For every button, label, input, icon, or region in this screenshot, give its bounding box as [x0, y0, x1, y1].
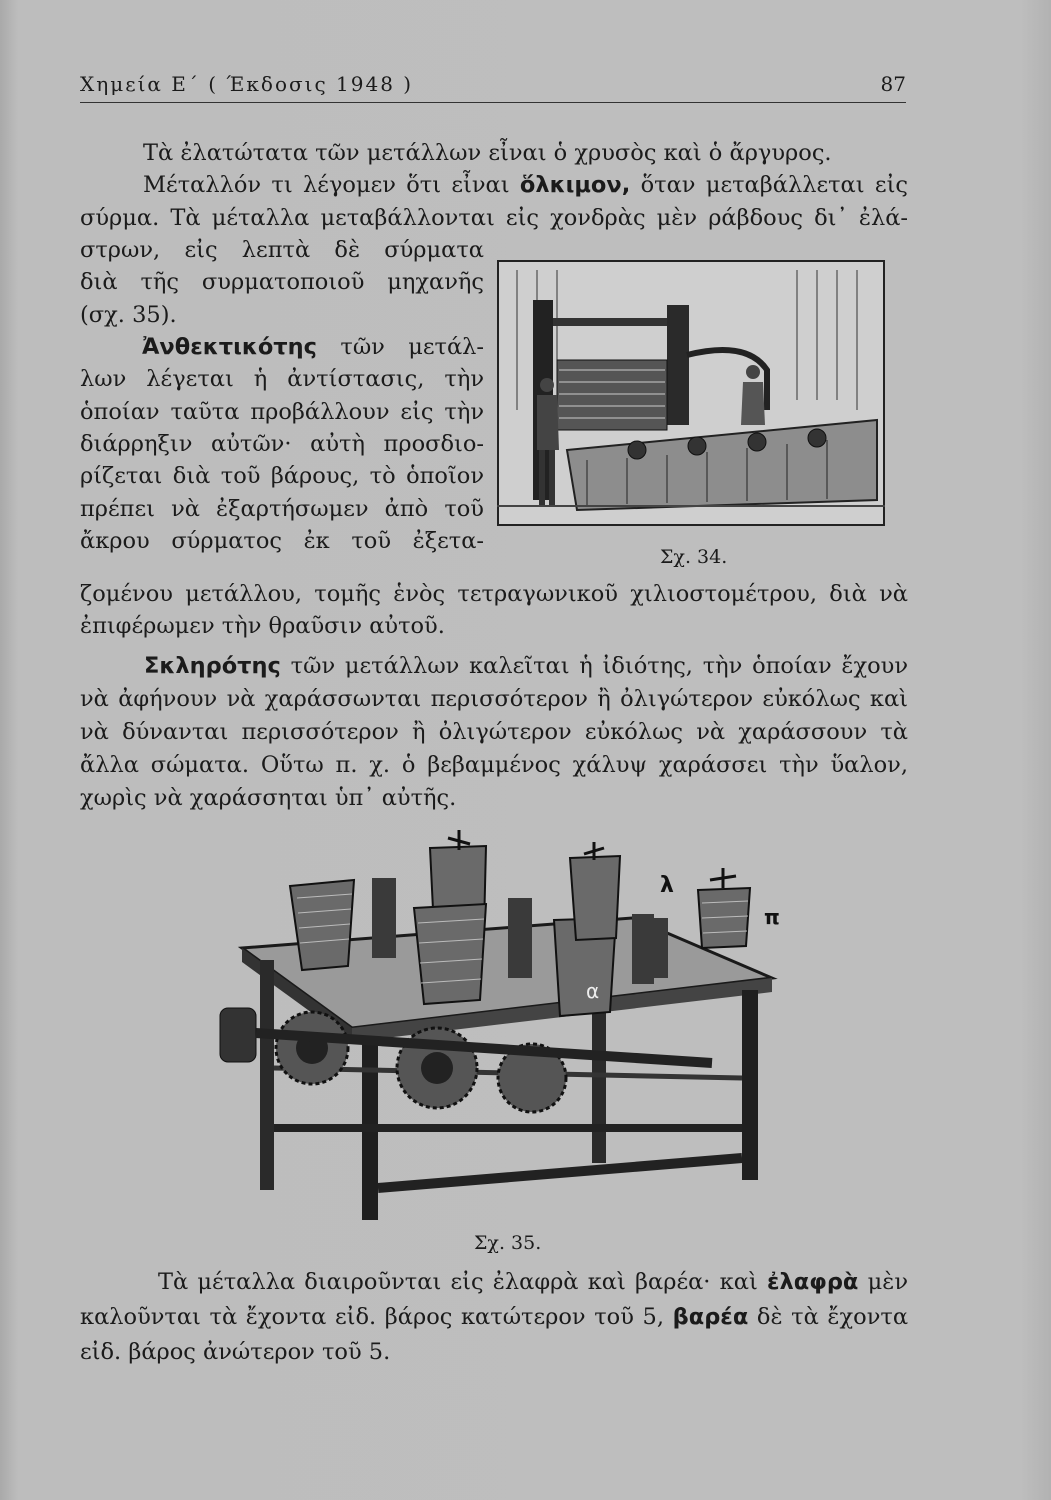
term-ductile: ὅλκιμον, [519, 172, 631, 198]
page-number: 87 [880, 72, 906, 96]
paragraph-ductile-line4: διὰ τῆς συρματοποιοῦ μηχανῆς [80, 269, 484, 295]
paragraph-ductile-line3: στρων, εἰς λεπτὰ δὲ σύρματα [80, 237, 484, 263]
label-lambda: λ [660, 873, 674, 898]
label-alpha: α [586, 979, 600, 1003]
paragraph-malleable: Τὰ ἐλατώτατα τῶν μετάλλων εἶναι ὁ χρυσὸς καὶ ὁ ἄργυρος. [143, 140, 832, 166]
figure-35-caption: Σχ. 35. [474, 1232, 542, 1254]
paragraph-tensile-line9: ἐπιφέρωμεν τὴν θραῦσιν αὐτοῦ. [80, 613, 445, 639]
term-tensile-strength: Ἀνθεκτικότης [142, 334, 317, 360]
term-hardness: Σκληρότης [144, 653, 281, 679]
paragraph-tensile-line5: ρίζεται διὰ τοῦ βάρους, τὸ ὁποῖον [80, 463, 484, 489]
paragraph-ductile-line1: Μέταλλόν τι λέγομεν ὅτι εἶναι ὅλκιμον, ὅταν μεταβάλλεται εἰς [143, 172, 908, 198]
paragraph-tensile-line8: ζομένου μετάλλου, τομῆς ἑνὸς τετραγωνικοῦ χιλιοστομέτρου, διὰ νὰ [80, 581, 908, 607]
paragraph-hardness-line3: νὰ δύνανται περισσότερον ἢ ὀλιγώτερον εὐκόλως νὰ χαράσσουν τὰ [80, 719, 908, 745]
paragraph-light-heavy-line3: εἰδ. βάρος ἀνώτερον τοῦ 5. [80, 1339, 391, 1365]
term-heavy: βαρέα [672, 1304, 749, 1330]
paragraph-tensile-line3: ὁποίαν ταῦτα προβάλλουν εἰς τὴν [80, 399, 484, 425]
figure-35-drawing-bench [212, 828, 798, 1234]
term-light: ἐλαφρὰ [767, 1269, 859, 1295]
paragraph-tensile-line1: Ἀνθεκτικότης τῶν μετάλ- [80, 331, 484, 363]
header-title: Χημεία Ε΄ ( Έκδοσις 1948 ) [80, 72, 414, 96]
paragraph-tensile-line4: διάρρηξιν αὐτῶν· αὐτὴ προσδιο- [80, 431, 484, 457]
paragraph-light-heavy-line2: καλοῦνται τὰ ἔχοντα εἰδ. βάρος κατώτερον τοῦ 5, βαρέα δὲ τὰ ἔχοντα [80, 1304, 909, 1330]
paragraph-ductile-line2: σύρμα. Τὰ μέταλλα μεταβάλλονται εἰς χονδρὰς μὲν ράβδους δι᾽ ἐλά- [80, 205, 908, 231]
paragraph-hardness-line5: χωρὶς νὰ χαράσσηται ὑπ᾽ αὐτῆς. [80, 785, 457, 811]
figure-34-caption: Σχ. 34. [660, 546, 728, 568]
running-header [80, 72, 906, 103]
figure-34-wire-drawing-machine [497, 260, 885, 528]
label-pi: π [764, 905, 780, 929]
paragraph-ductile-line5: (σχ. 35). [80, 302, 177, 328]
paragraph-light-heavy-line1: Τὰ μέταλλα διαιροῦνται εἰς ἐλαφρὰ καὶ βαρέα· καὶ ἐλαφρὰ μὲν [158, 1269, 908, 1295]
paragraph-hardness-line4: ἄλλα σώματα. Οὕτω π. χ. ὁ βεβαμμένος χάλυψ χαράσσει τὴν ὕαλον, [80, 752, 908, 778]
paragraph-hardness-line1: Σκληρότης τῶν μετάλλων καλεῖται ἡ ἰδιότης, τὴν ὁποίαν ἔχουν [80, 650, 908, 682]
paragraph-tensile-line2: λων λέγεται ἡ ἀντίστασις, τὴν [80, 366, 484, 392]
paragraph-hardness-line2: νὰ ἀφήνουν νὰ χαράσσωνται περισσότερον ἢ ὀλιγώτερον εὐκόλως καὶ [80, 686, 908, 712]
paragraph-tensile-line7: ἄκρου σύρματος ἐκ τοῦ ἐξετα- [80, 528, 484, 554]
paragraph-tensile-line6: πρέπει νὰ ἐξαρτήσωμεν ἀπὸ τοῦ [80, 496, 484, 522]
